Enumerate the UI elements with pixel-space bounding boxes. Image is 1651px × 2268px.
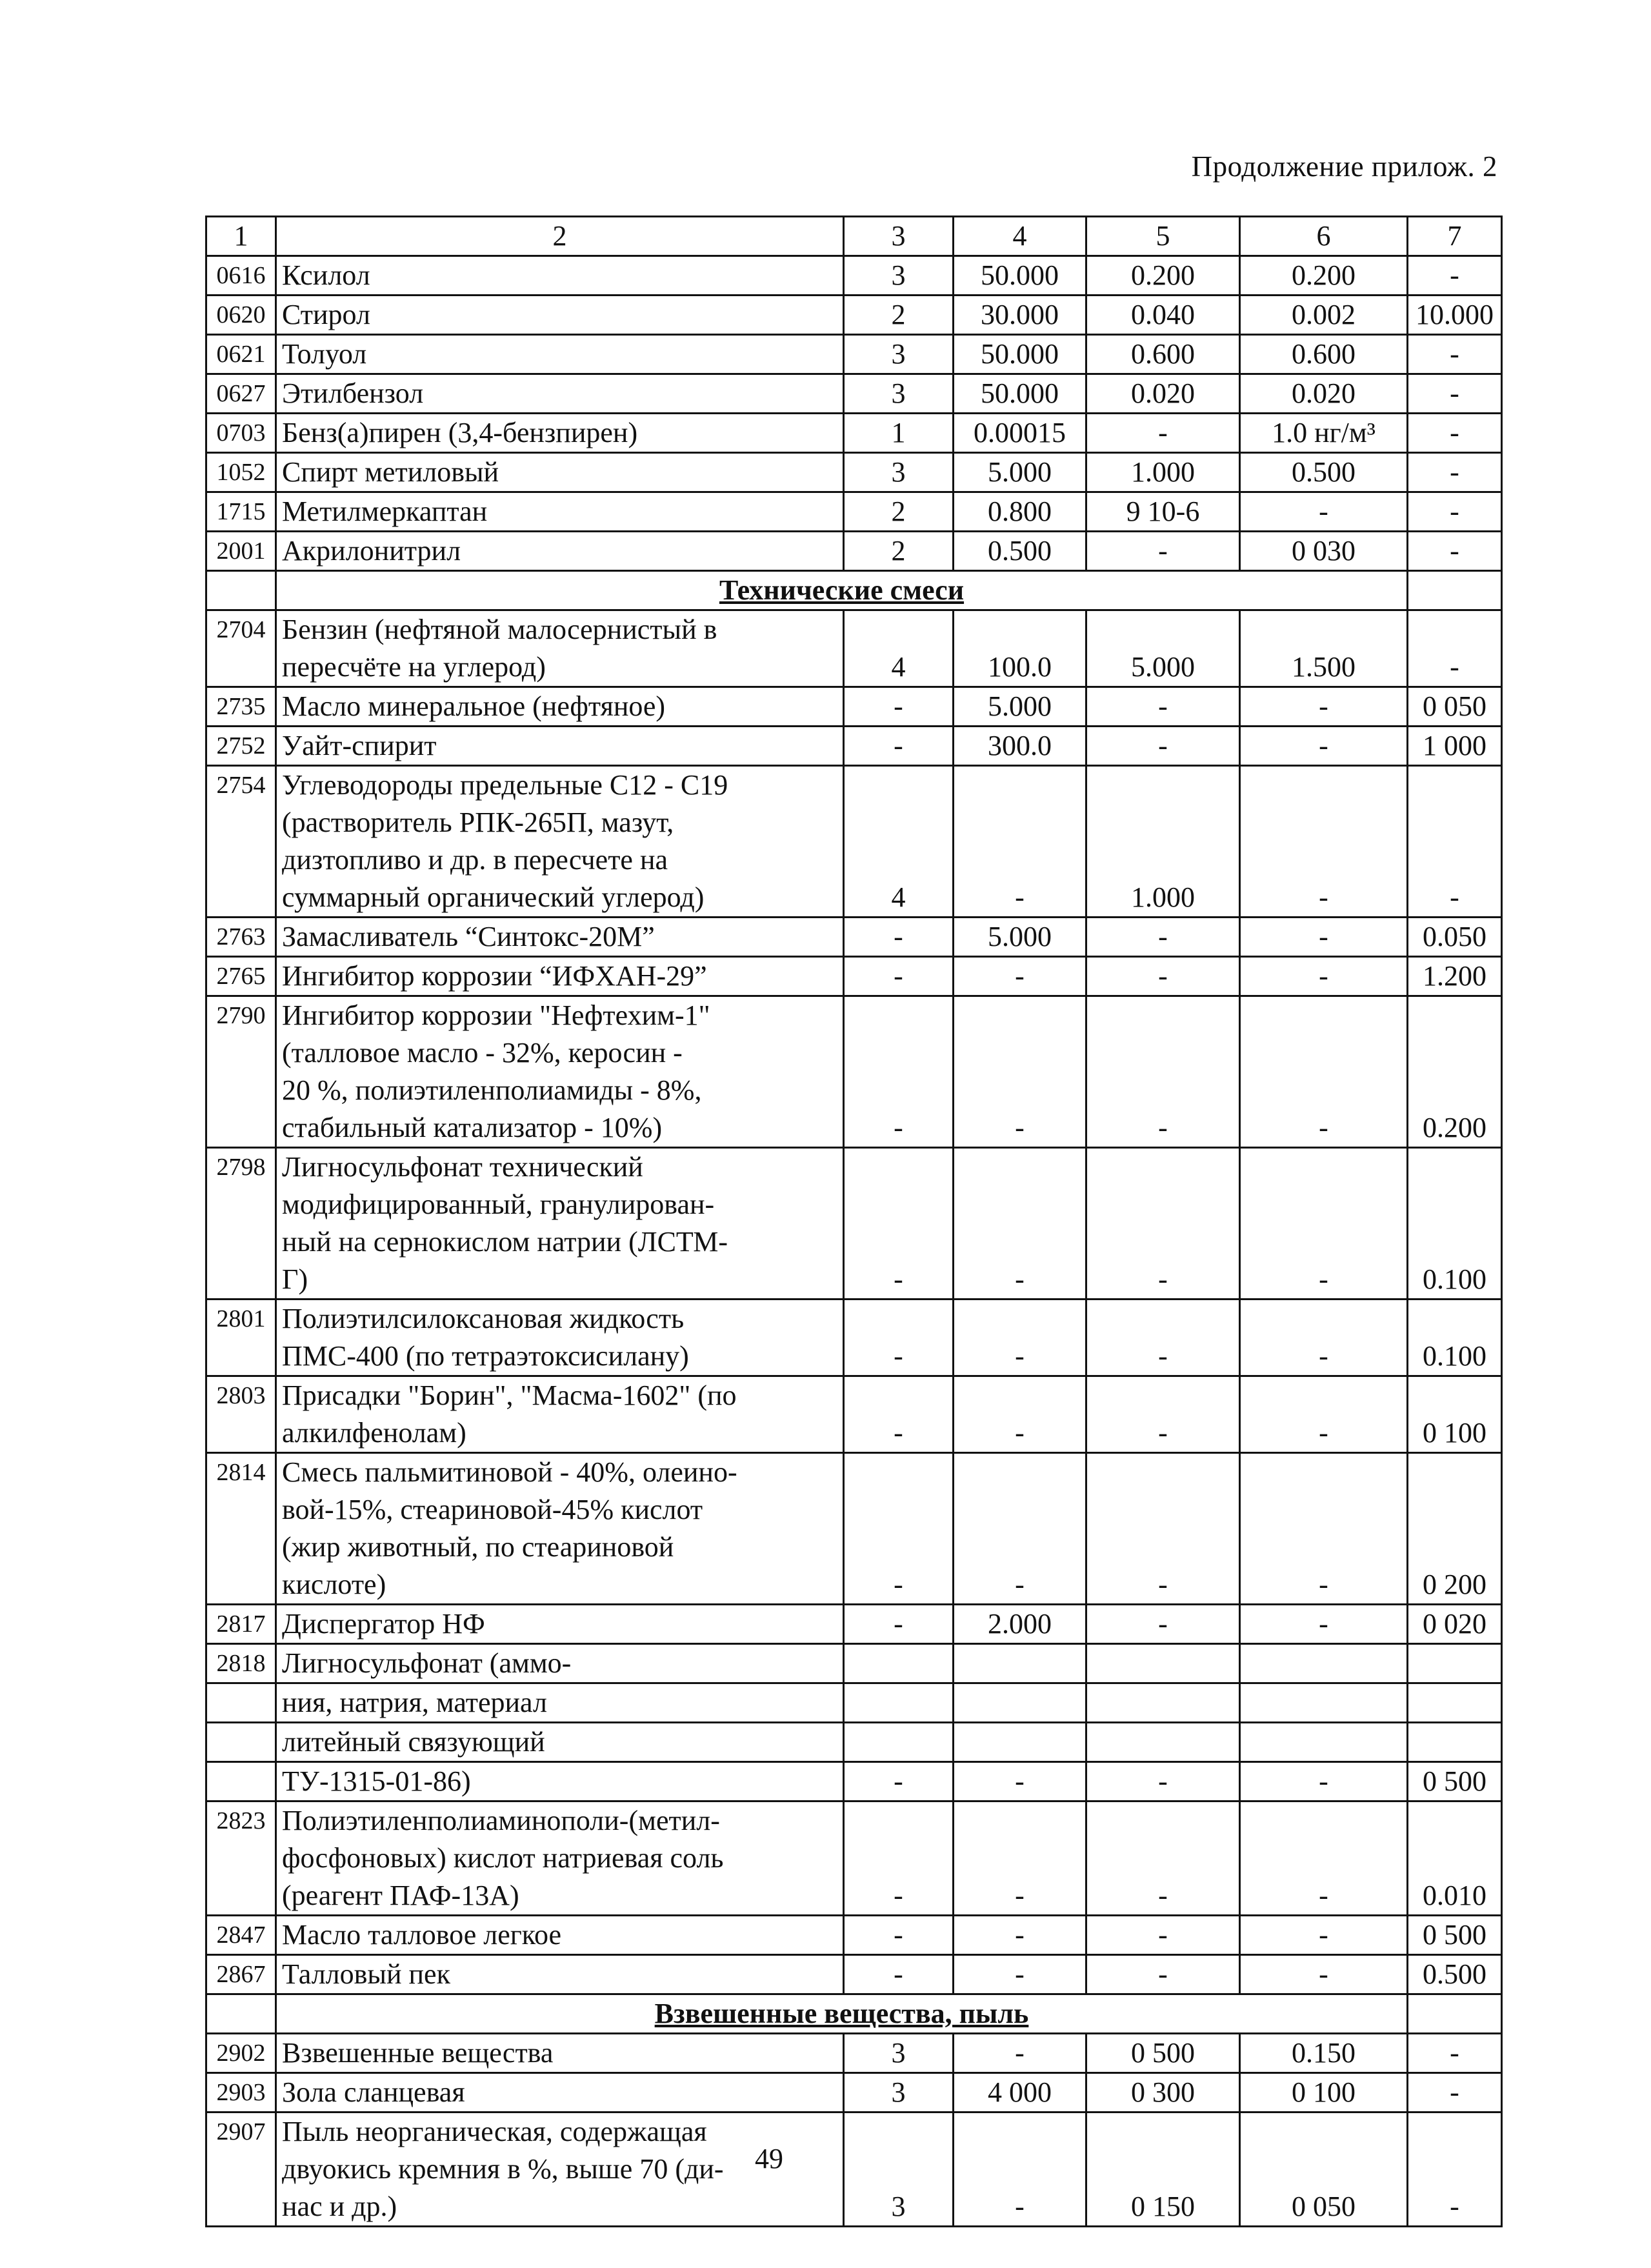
value-col4-cell: - xyxy=(954,1801,1086,1916)
value-col5-cell xyxy=(1086,1683,1240,1723)
substance-code: 2801 xyxy=(206,1300,276,1376)
table-row xyxy=(206,532,1502,571)
substance-name: Этилбензол xyxy=(276,374,844,414)
substance-name: Ингибитор коррозии “ИФХАН-29” xyxy=(276,957,844,996)
table-row xyxy=(206,1801,1502,1916)
value-col5-cell: 0.600 xyxy=(1086,335,1240,374)
substance-code: 2818 xyxy=(206,1644,276,1683)
hazard-class-cell: - xyxy=(844,918,954,957)
substance-name: Полиэтиленполиаминополи-(метил- фосфоновых) кислот натриевая соль (реагент ПАФ-13А) xyxy=(276,1801,844,1916)
substance-code: 2867 xyxy=(206,1955,276,1994)
table-row xyxy=(206,610,1502,687)
value-col6-cell: - xyxy=(1240,957,1408,996)
value-col7-cell: - xyxy=(1408,374,1502,414)
value-col4-cell: 30.000 xyxy=(954,296,1086,335)
hazard-class-cell: 3 xyxy=(844,2112,954,2227)
value-col7-cell: 0.100 xyxy=(1408,1300,1502,1376)
value-col6-cell: 1.500 xyxy=(1240,610,1408,687)
substance-code: 0621 xyxy=(206,335,276,374)
substance-code: 1715 xyxy=(206,492,276,532)
table-body xyxy=(206,217,1502,2227)
section-end-cell xyxy=(1408,571,1502,610)
value-col7-cell: - xyxy=(1408,414,1502,453)
table-row xyxy=(206,727,1502,766)
table-row xyxy=(206,1453,1502,1605)
value-col6-cell: - xyxy=(1240,1762,1408,1801)
substance-code: 0703 xyxy=(206,414,276,453)
value-col7-cell: - xyxy=(1408,335,1502,374)
value-col6-cell: - xyxy=(1240,918,1408,957)
value-col5-cell: - xyxy=(1086,1453,1240,1605)
value-col4-cell: 5.000 xyxy=(954,918,1086,957)
value-col6-cell xyxy=(1240,1683,1408,1723)
hazard-class-cell: - xyxy=(844,727,954,766)
substance-code: 2814 xyxy=(206,1453,276,1605)
value-col5-cell: 0 500 xyxy=(1086,2034,1240,2073)
value-col7-cell: - xyxy=(1408,532,1502,571)
hazard-class-cell: - xyxy=(844,1916,954,1955)
section-end-cell xyxy=(1408,1994,1502,2034)
substance-name: Ингибитор коррозии "Нефтехим-1" (талловое масло - 32%, керосин - 20 %, полиэтиленполиамиды - 8%, стабильный катализатор - 10%) xyxy=(276,996,844,1148)
value-col6-cell: - xyxy=(1240,1955,1408,1994)
table-row xyxy=(206,453,1502,492)
value-col5-cell: 1.000 xyxy=(1086,766,1240,918)
value-col7-cell: 0 100 xyxy=(1408,1376,1502,1453)
value-col7-cell: 0 500 xyxy=(1408,1762,1502,1801)
substances-table xyxy=(205,216,1503,2227)
value-col6-cell: 0.150 xyxy=(1240,2034,1408,2073)
value-col6-cell: 1.0 нг/м³ xyxy=(1240,414,1408,453)
substance-code: 2847 xyxy=(206,1916,276,1955)
value-col5-cell: 1.000 xyxy=(1086,453,1240,492)
value-col6-cell: 0.200 xyxy=(1240,256,1408,296)
value-col4-cell xyxy=(954,1723,1086,1762)
value-col7-cell: - xyxy=(1408,2034,1502,2073)
value-col7-cell: 0.050 xyxy=(1408,918,1502,957)
value-col4-cell xyxy=(954,1644,1086,1683)
value-col6-cell: - xyxy=(1240,492,1408,532)
value-col4-cell: 5.000 xyxy=(954,453,1086,492)
substance-code: 2823 xyxy=(206,1801,276,1916)
hazard-class-cell: - xyxy=(844,1300,954,1376)
value-col5-cell: 5.000 xyxy=(1086,610,1240,687)
value-col7-cell: 0 500 xyxy=(1408,1916,1502,1955)
substance-code: 2790 xyxy=(206,996,276,1148)
table-row xyxy=(206,1605,1502,1644)
table-row xyxy=(206,766,1502,918)
section-code-cell xyxy=(206,571,276,610)
substance-name: Стирол xyxy=(276,296,844,335)
value-col4-cell: 100.0 xyxy=(954,610,1086,687)
substance-code: 2798 xyxy=(206,1148,276,1300)
value-col6-cell: 0.500 xyxy=(1240,453,1408,492)
substance-name: Масло талловое легкое xyxy=(276,1916,844,1955)
value-col4-cell: - xyxy=(954,996,1086,1148)
value-col7-cell: - xyxy=(1408,610,1502,687)
value-col4-cell: - xyxy=(954,2112,1086,2227)
value-col7-cell: - xyxy=(1408,492,1502,532)
value-col5-cell: - xyxy=(1086,414,1240,453)
value-col7-cell xyxy=(1408,1723,1502,1762)
value-col4-cell: - xyxy=(954,766,1086,918)
value-col5-cell: 0.200 xyxy=(1086,256,1240,296)
value-col5-cell: - xyxy=(1086,532,1240,571)
column-header: 1 xyxy=(206,217,276,256)
value-col7-cell xyxy=(1408,1644,1502,1683)
hazard-class-cell: 4 xyxy=(844,610,954,687)
hazard-class-cell: - xyxy=(844,957,954,996)
value-col7-cell: 0.010 xyxy=(1408,1801,1502,1916)
value-col6-cell: 0 030 xyxy=(1240,532,1408,571)
substance-code: 1052 xyxy=(206,453,276,492)
value-col7-cell: - xyxy=(1408,766,1502,918)
hazard-class-cell xyxy=(844,1683,954,1723)
substance-code: 2902 xyxy=(206,2034,276,2073)
value-col7-cell: 0.100 xyxy=(1408,1148,1502,1300)
value-col7-cell: 0 050 xyxy=(1408,687,1502,727)
value-col6-cell: 0.600 xyxy=(1240,335,1408,374)
value-col7-cell: 0 020 xyxy=(1408,1605,1502,1644)
substance-code: 2765 xyxy=(206,957,276,996)
value-col4-cell: - xyxy=(954,1916,1086,1955)
value-col5-cell xyxy=(1086,1723,1240,1762)
substance-name: Масло минеральное (нефтяное) xyxy=(276,687,844,727)
value-col6-cell: - xyxy=(1240,996,1408,1148)
value-col6-cell: - xyxy=(1240,687,1408,727)
hazard-class-cell: 3 xyxy=(844,374,954,414)
table-row xyxy=(206,296,1502,335)
value-col5-cell xyxy=(1086,1644,1240,1683)
value-col4-cell xyxy=(954,1683,1086,1723)
hazard-class-cell: - xyxy=(844,687,954,727)
substance-name: Уайт-спирит xyxy=(276,727,844,766)
value-col5-cell: 0 150 xyxy=(1086,2112,1240,2227)
substance-code xyxy=(206,1683,276,1723)
value-col7-cell xyxy=(1408,1683,1502,1723)
substance-code: 0620 xyxy=(206,296,276,335)
value-col4-cell: 300.0 xyxy=(954,727,1086,766)
value-col6-cell: 0 100 xyxy=(1240,2073,1408,2112)
value-col6-cell: - xyxy=(1240,1300,1408,1376)
value-col6-cell: - xyxy=(1240,1453,1408,1605)
hazard-class-cell: - xyxy=(844,1453,954,1605)
value-col6-cell xyxy=(1240,1644,1408,1683)
table-row xyxy=(206,1300,1502,1376)
value-col6-cell: - xyxy=(1240,1148,1408,1300)
substance-name: Диспергатор НФ xyxy=(276,1605,844,1644)
value-col5-cell: 0 300 xyxy=(1086,2073,1240,2112)
substance-code: 2754 xyxy=(206,766,276,918)
table-row xyxy=(206,414,1502,453)
substance-name: Замасливатель “Синтокс-20М” xyxy=(276,918,844,957)
substance-code: 2763 xyxy=(206,918,276,957)
table-row xyxy=(206,1916,1502,1955)
column-header: 7 xyxy=(1408,217,1502,256)
value-col5-cell: - xyxy=(1086,1762,1240,1801)
substance-code: 2803 xyxy=(206,1376,276,1453)
substance-name: Спирт метиловый xyxy=(276,453,844,492)
substance-code: 0627 xyxy=(206,374,276,414)
page-number: 49 xyxy=(755,2143,783,2174)
value-col7-cell: 0 200 xyxy=(1408,1453,1502,1605)
table-row xyxy=(206,492,1502,532)
substance-name: Присадки "Борин", "Масма-1602" (по алкилфенолам) xyxy=(276,1376,844,1453)
hazard-class-cell: 3 xyxy=(844,256,954,296)
value-col4-cell: - xyxy=(954,957,1086,996)
hazard-class-cell: - xyxy=(844,1762,954,1801)
table-row xyxy=(206,996,1502,1148)
table-header-row xyxy=(206,217,1502,256)
substance-code: 0616 xyxy=(206,256,276,296)
value-col7-cell: - xyxy=(1408,2112,1502,2227)
substance-name: Зола сланцевая xyxy=(276,2073,844,2112)
value-col7-cell: 1 000 xyxy=(1408,727,1502,766)
column-header: 4 xyxy=(954,217,1086,256)
value-col4-cell: - xyxy=(954,1376,1086,1453)
substance-name: Лигносульфонат технический модифицированный, гранулирован- ный на сернокислом натрии (ЛСТМ- Г) xyxy=(276,1148,844,1300)
value-col4-cell: 0.00015 xyxy=(954,414,1086,453)
value-col5-cell: - xyxy=(1086,1376,1240,1453)
value-col5-cell: - xyxy=(1086,687,1240,727)
hazard-class-cell: 4 xyxy=(844,766,954,918)
value-col5-cell: - xyxy=(1086,1148,1240,1300)
value-col5-cell: - xyxy=(1086,1605,1240,1644)
substance-name: ния, натрия, материал xyxy=(276,1683,844,1723)
hazard-class-cell: 3 xyxy=(844,335,954,374)
substance-code: 2752 xyxy=(206,727,276,766)
hazard-class-cell: 2 xyxy=(844,532,954,571)
hazard-class-cell: - xyxy=(844,1605,954,1644)
value-col6-cell: 0 050 xyxy=(1240,2112,1408,2227)
substance-name: Акрилонитрил xyxy=(276,532,844,571)
value-col7-cell: - xyxy=(1408,453,1502,492)
value-col4-cell: - xyxy=(954,1300,1086,1376)
table-row xyxy=(206,1955,1502,1994)
substance-code: 2735 xyxy=(206,687,276,727)
hazard-class-cell: - xyxy=(844,996,954,1148)
table-row xyxy=(206,374,1502,414)
value-col4-cell: 50.000 xyxy=(954,335,1086,374)
value-col5-cell: - xyxy=(1086,996,1240,1148)
value-col4-cell: - xyxy=(954,2034,1086,2073)
substance-name: Смесь пальмитиновой - 40%, олеино- вой-15%, стеариновой-45% кислот (жир животный, по стеариновой кислоте) xyxy=(276,1453,844,1605)
section-row xyxy=(206,571,1502,610)
substance-code: 2907 xyxy=(206,2112,276,2227)
section-title: Технические смеси xyxy=(276,571,1408,610)
value-col6-cell: - xyxy=(1240,1916,1408,1955)
value-col4-cell: 50.000 xyxy=(954,374,1086,414)
substance-name: Пыль неорганическая, содержащая двуокись кремния в %, выше 70 (ди- нас и др.) xyxy=(276,2112,844,2227)
substance-code: 2903 xyxy=(206,2073,276,2112)
substance-name: Ксилол xyxy=(276,256,844,296)
value-col5-cell: 0.040 xyxy=(1086,296,1240,335)
table-row xyxy=(206,1723,1502,1762)
table-row xyxy=(206,1376,1502,1453)
value-col5-cell: - xyxy=(1086,957,1240,996)
value-col5-cell: - xyxy=(1086,1955,1240,1994)
substance-name: Толуол xyxy=(276,335,844,374)
section-code-cell xyxy=(206,1994,276,2034)
hazard-class-cell: 3 xyxy=(844,453,954,492)
substance-code: 2001 xyxy=(206,532,276,571)
substance-name: литейный связующий xyxy=(276,1723,844,1762)
value-col4-cell: - xyxy=(954,1453,1086,1605)
substance-name: Взвешенные вещества xyxy=(276,2034,844,2073)
hazard-class-cell: - xyxy=(844,1955,954,1994)
value-col7-cell: - xyxy=(1408,2073,1502,2112)
substance-name: Бенз(а)пирен (3,4-бензпирен) xyxy=(276,414,844,453)
table-row xyxy=(206,1683,1502,1723)
hazard-class-cell: 1 xyxy=(844,414,954,453)
value-col4-cell: - xyxy=(954,1148,1086,1300)
substance-code xyxy=(206,1723,276,1762)
value-col6-cell xyxy=(1240,1723,1408,1762)
value-col4-cell: - xyxy=(954,1762,1086,1801)
value-col4-cell: 5.000 xyxy=(954,687,1086,727)
table-row xyxy=(206,256,1502,296)
hazard-class-cell xyxy=(844,1723,954,1762)
table-row xyxy=(206,335,1502,374)
hazard-class-cell: 3 xyxy=(844,2073,954,2112)
value-col5-cell: - xyxy=(1086,1916,1240,1955)
section-title: Взвешенные вещества, пыль xyxy=(276,1994,1408,2034)
value-col7-cell: 0.200 xyxy=(1408,996,1502,1148)
substance-name: Бензин (нефтяной малосернистый в пересчёте на углерод) xyxy=(276,610,844,687)
value-col4-cell: 2.000 xyxy=(954,1605,1086,1644)
table-row xyxy=(206,918,1502,957)
value-col6-cell: - xyxy=(1240,1376,1408,1453)
value-col4-cell: 0.800 xyxy=(954,492,1086,532)
value-col6-cell: - xyxy=(1240,1801,1408,1916)
value-col6-cell: 0.020 xyxy=(1240,374,1408,414)
substance-name: ТУ-1315-01-86) xyxy=(276,1762,844,1801)
hazard-class-cell: 2 xyxy=(844,296,954,335)
value-col7-cell: 0.500 xyxy=(1408,1955,1502,1994)
substance-name: Талловый пек xyxy=(276,1955,844,1994)
value-col5-cell: - xyxy=(1086,918,1240,957)
value-col5-cell: - xyxy=(1086,727,1240,766)
substance-code: 2817 xyxy=(206,1605,276,1644)
column-header: 2 xyxy=(276,217,844,256)
table-row xyxy=(206,2034,1502,2073)
hazard-class-cell: - xyxy=(844,1801,954,1916)
value-col6-cell: - xyxy=(1240,766,1408,918)
substance-name: Лигносульфонат (аммо- xyxy=(276,1644,844,1683)
value-col5-cell: - xyxy=(1086,1300,1240,1376)
table-row xyxy=(206,2073,1502,2112)
value-col5-cell: - xyxy=(1086,1801,1240,1916)
continuation-heading: Продолжение прилож. 2 xyxy=(1191,150,1497,183)
substance-name: Углеводороды предельные C12 - C19 (растворитель РПК-265П, мазут, дизтопливо и др. в пересчете на суммарный органический углерод) xyxy=(276,766,844,918)
section-row xyxy=(206,1994,1502,2034)
value-col4-cell: 50.000 xyxy=(954,256,1086,296)
value-col4-cell: - xyxy=(954,1955,1086,1994)
table-row xyxy=(206,1762,1502,1801)
column-header: 5 xyxy=(1086,217,1240,256)
value-col6-cell: - xyxy=(1240,727,1408,766)
table-row xyxy=(206,1148,1502,1300)
column-header: 6 xyxy=(1240,217,1408,256)
substance-name: Метилмеркаптан xyxy=(276,492,844,532)
table-row xyxy=(206,957,1502,996)
value-col4-cell: 0.500 xyxy=(954,532,1086,571)
value-col4-cell: 4 000 xyxy=(954,2073,1086,2112)
hazard-class-cell: 2 xyxy=(844,492,954,532)
substance-code: 2704 xyxy=(206,610,276,687)
hazard-class-cell: - xyxy=(844,1376,954,1453)
hazard-class-cell xyxy=(844,1644,954,1683)
value-col5-cell: 9 10-6 xyxy=(1086,492,1240,532)
table-row xyxy=(206,1644,1502,1683)
value-col7-cell: 1.200 xyxy=(1408,957,1502,996)
value-col6-cell: 0.002 xyxy=(1240,296,1408,335)
value-col6-cell: - xyxy=(1240,1605,1408,1644)
substance-code xyxy=(206,1762,276,1801)
hazard-class-cell: 3 xyxy=(844,2034,954,2073)
table-row xyxy=(206,687,1502,727)
value-col7-cell: - xyxy=(1408,256,1502,296)
value-col7-cell: 10.000 xyxy=(1408,296,1502,335)
value-col5-cell: 0.020 xyxy=(1086,374,1240,414)
column-header: 3 xyxy=(844,217,954,256)
hazard-class-cell: - xyxy=(844,1148,954,1300)
substance-name: Полиэтилсилоксановая жидкость ПМС-400 (по тетраэтоксисилану) xyxy=(276,1300,844,1376)
